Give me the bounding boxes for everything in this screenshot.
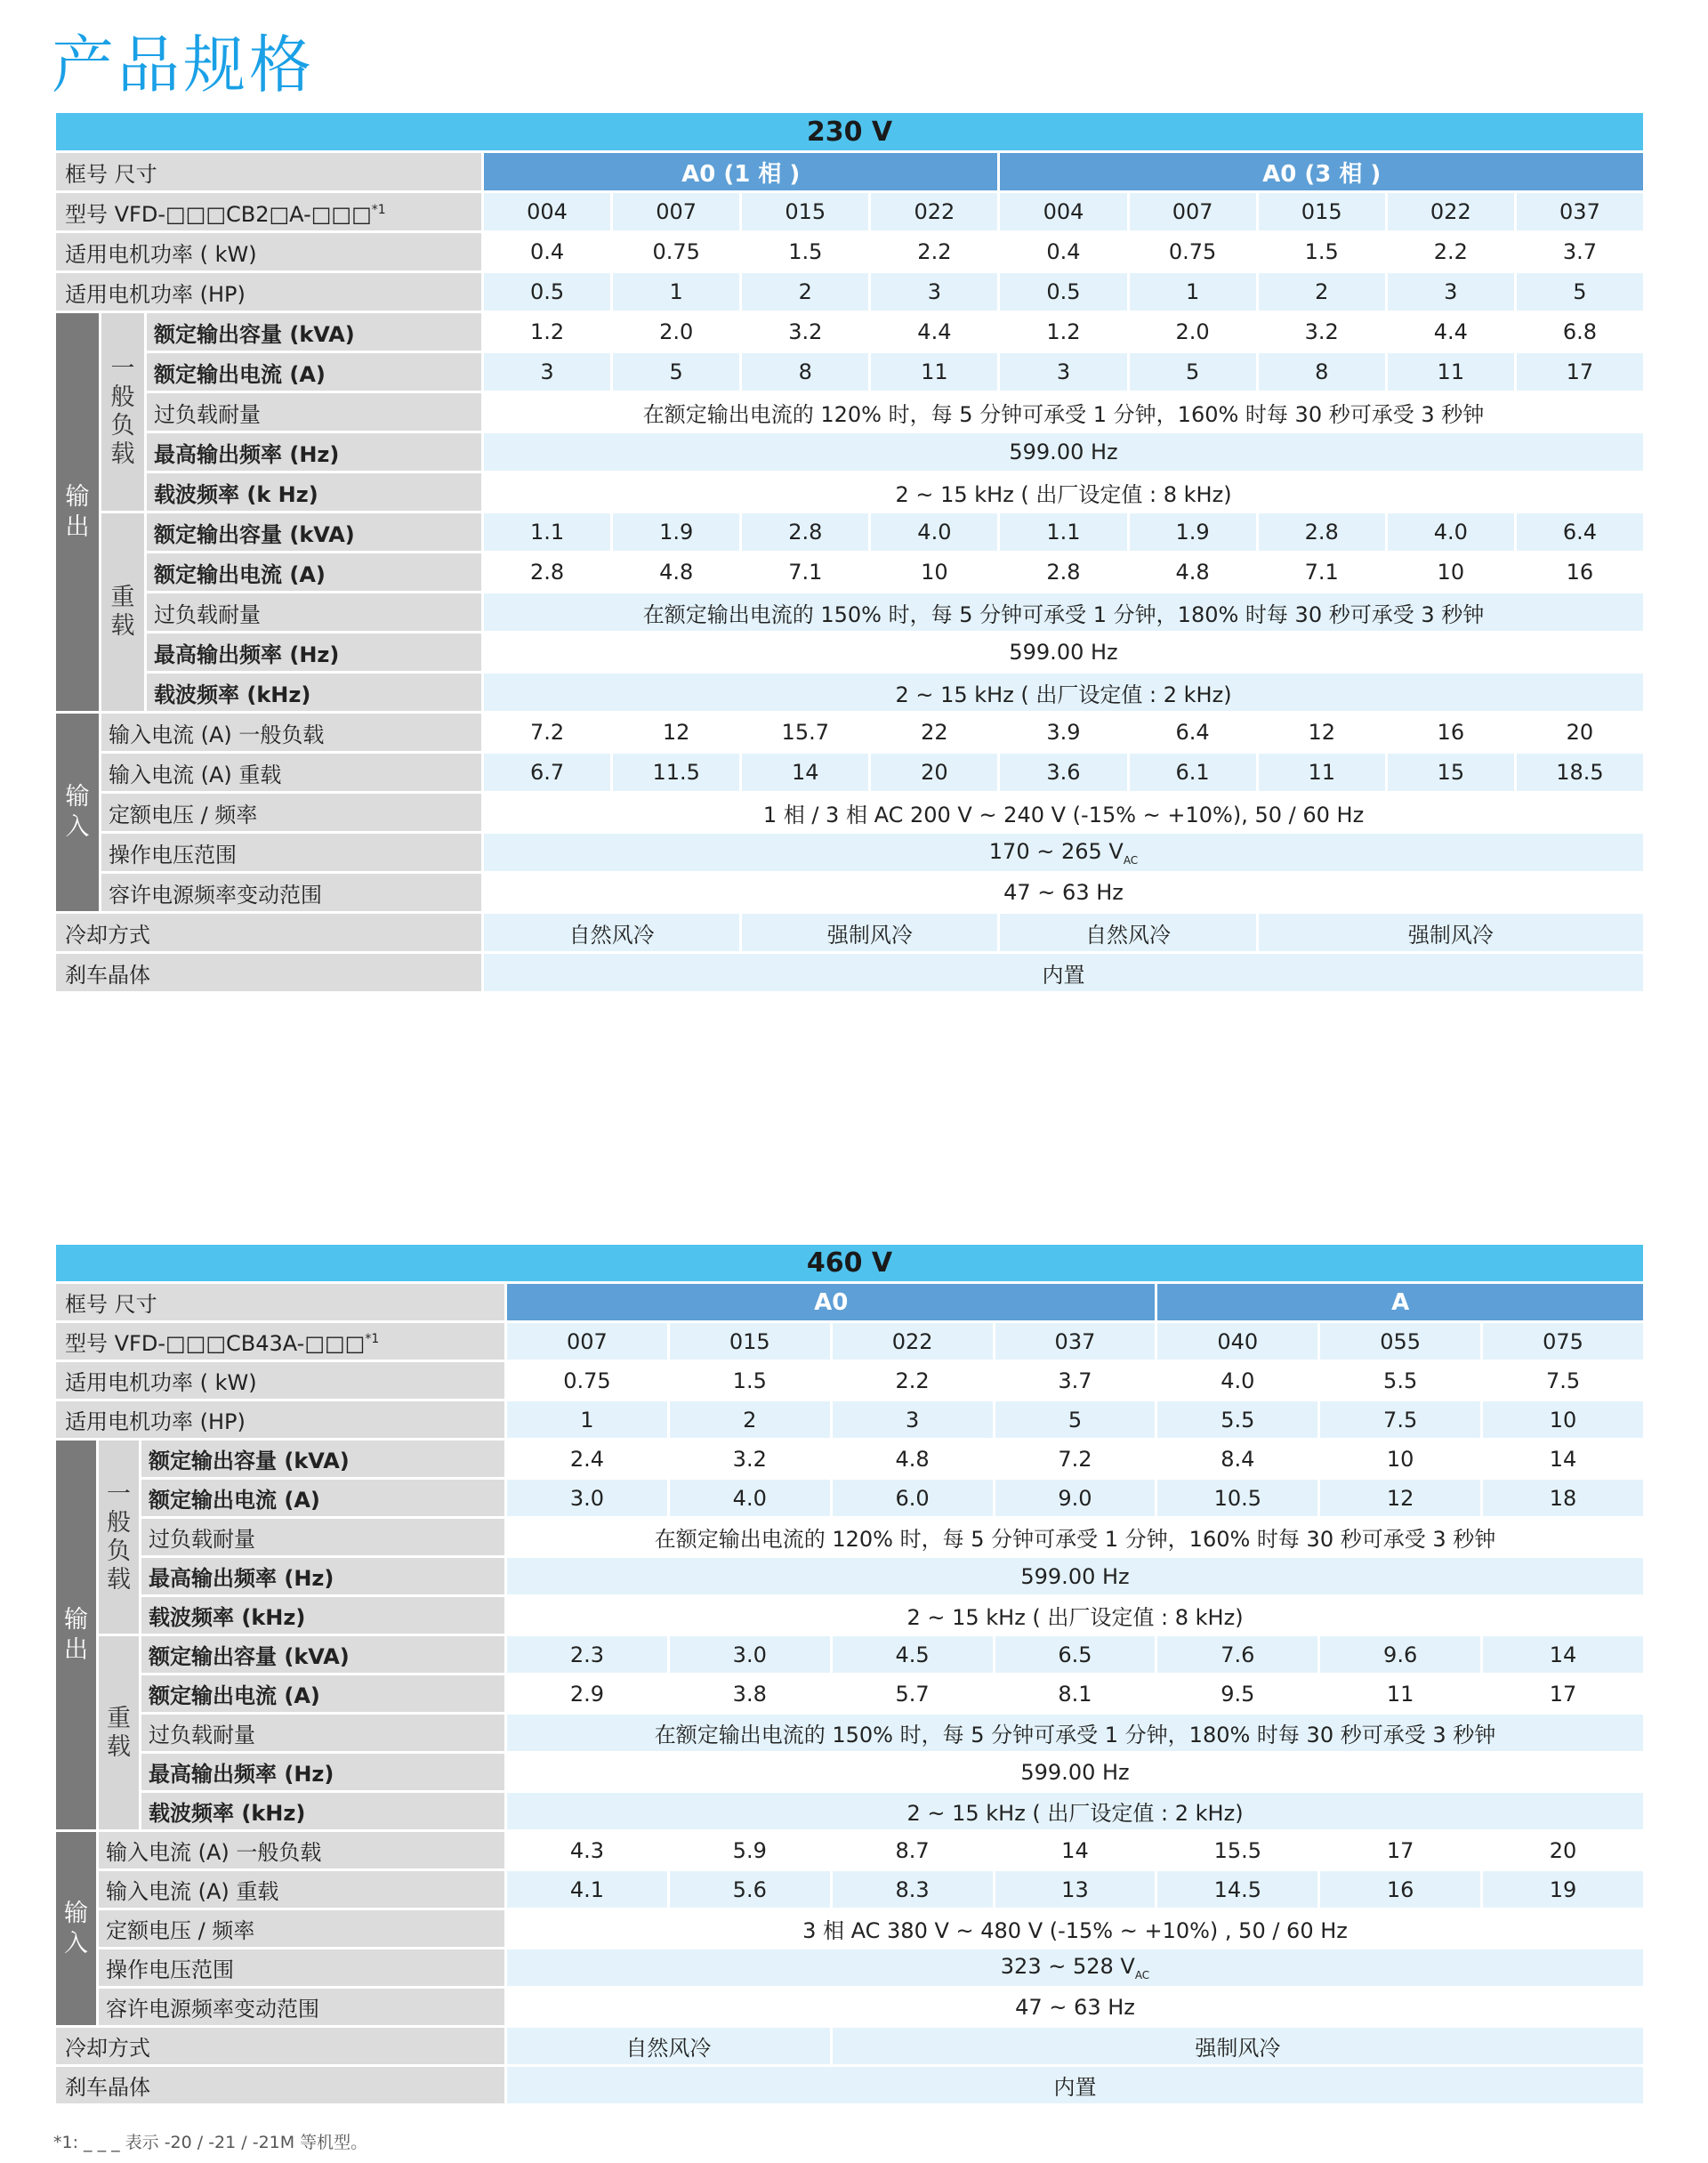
value-cell: 20 [1483, 1832, 1643, 1868]
value-cell: 2.8 [1259, 513, 1385, 551]
nd-overload-value: 在额定输出电流的 120% 时，每 5 分钟可承受 1 分钟，160% 时每 30 秒可承受 3 秒钟 [507, 1519, 1643, 1555]
value-cell: 17 [1517, 353, 1643, 391]
value-cell: 4.5 [833, 1636, 993, 1673]
cooling-value: 自然风冷 [507, 2028, 830, 2064]
value-cell: 4.8 [613, 553, 739, 591]
value-cell: 6.7 [484, 754, 610, 791]
hd-overload-row [56, 593, 1643, 631]
frame-row [56, 1284, 1643, 1320]
nd-carrier-value: 2 ~ 15 kHz ( 出厂设定值 : 8 kHz) [507, 1597, 1643, 1634]
nd-carrier-label: 载波频率 (kHz) [141, 1597, 504, 1634]
spec-table-230v [53, 110, 1646, 994]
in-nd-row [56, 1832, 1643, 1868]
value-cell: 14.5 [1157, 1871, 1317, 1908]
hd-freq-label: 最高输出频率 (Hz) [147, 634, 481, 671]
kw-label: 适用电机功率 ( kW) [56, 233, 481, 270]
value-cell: 6.8 [1517, 313, 1643, 351]
nd-overload-label: 过负载耐量 [141, 1519, 504, 1555]
value-cell: 8.7 [833, 1832, 993, 1868]
value-cell: 15.5 [1157, 1832, 1317, 1868]
value-cell: 3 [871, 273, 997, 311]
in-hd-row [56, 1871, 1643, 1908]
rated-v-value: 3 相 AC 380 V ~ 480 V (-15% ~ +10%) , 50 / 60 Hz [507, 1910, 1643, 1947]
in-hd-label: 输入电流 (A) 重载 [101, 754, 481, 791]
value-cell: 0.75 [507, 1362, 667, 1399]
value-cell: 17 [1483, 1675, 1643, 1712]
value-cell: 15 [1388, 754, 1514, 791]
hd-overload-label: 过负载耐量 [147, 593, 481, 631]
in-nd-row [56, 714, 1643, 751]
value-cell: 4.4 [871, 313, 997, 351]
freq-tol-label: 容许电源频率变动范围 [101, 874, 481, 911]
frame-a: A0 (1 相 ) [484, 153, 997, 190]
value-cell: 2.2 [833, 1362, 993, 1399]
value-cell: 10 [871, 553, 997, 591]
value-cell: 10 [1483, 1401, 1643, 1438]
rated-v-value: 1 相 / 3 相 AC 200 V ~ 240 V (-15% ~ +10%), 50 / 60 Hz [484, 794, 1643, 831]
hd-amp-label: 额定输出电流 (A) [147, 553, 481, 591]
value-cell: 4.1 [507, 1871, 667, 1908]
value-cell: 8.4 [1157, 1441, 1317, 1477]
value-cell: 2.4 [507, 1441, 667, 1477]
hd-amp-row [56, 553, 1643, 591]
value-cell: 0.75 [613, 233, 739, 270]
value-cell: 16 [1388, 714, 1514, 751]
cooling-value: 自然风冷 [484, 914, 739, 951]
hp-row [56, 1401, 1643, 1438]
hd-overload-value: 在额定输出电流的 150% 时，每 5 分钟可承受 1 分钟，180% 时每 30 秒可承受 3 秒钟 [507, 1715, 1643, 1751]
nd-carrier-row [56, 1597, 1643, 1634]
value-cell: 6.1 [1130, 754, 1256, 791]
cooling-value: 强制风冷 [1259, 914, 1643, 951]
value-cell: 8 [742, 353, 868, 391]
nd-amp-row [56, 1480, 1643, 1516]
value-cell: 4.0 [1388, 513, 1514, 551]
normal-duty-label: 一 般 负 载 [101, 313, 144, 511]
nd-freq-value: 599.00 Hz [507, 1558, 1643, 1594]
value-cell: 7.1 [1259, 553, 1385, 591]
value-cell: 040 [1157, 1323, 1317, 1360]
value-cell: 0.4 [1000, 233, 1126, 270]
value-cell: 15.7 [742, 714, 868, 751]
value-cell: 1.5 [742, 233, 868, 270]
value-cell: 3 [1000, 353, 1126, 391]
value-cell: 5 [995, 1401, 1156, 1438]
in-hd-label: 输入电流 (A) 重载 [99, 1871, 504, 1908]
value-cell: 1.9 [613, 513, 739, 551]
hd-kva-label: 额定输出容量 (kVA) [141, 1636, 504, 1673]
frame-label: 框号 尺寸 [56, 153, 481, 190]
frame-b: A [1157, 1284, 1643, 1320]
value-cell: 3.2 [670, 1441, 830, 1477]
hd-carrier-row [56, 674, 1643, 711]
value-cell: 7.5 [1483, 1362, 1643, 1399]
rated-v-row [56, 794, 1643, 831]
heavy-duty-label: 重 载 [99, 1636, 139, 1829]
freq-tol-label: 容许电源频率变动范围 [99, 1989, 504, 2025]
nd-overload-label: 过负载耐量 [147, 393, 481, 431]
value-cell: 6.5 [995, 1636, 1156, 1673]
value-cell: 3.7 [1517, 233, 1643, 270]
value-cell: 4.8 [833, 1441, 993, 1477]
value-cell: 7.5 [1320, 1401, 1480, 1438]
nd-amp-label: 额定输出电流 (A) [147, 353, 481, 391]
kw-row [56, 233, 1643, 270]
nd-freq-label: 最高输出频率 (Hz) [147, 433, 481, 471]
value-cell: 3.0 [507, 1480, 667, 1516]
value-cell: 5.5 [1320, 1362, 1480, 1399]
freq-tol-row [56, 874, 1643, 911]
value-cell: 015 [742, 193, 868, 230]
hp-row [56, 273, 1643, 311]
hd-carrier-value: 2 ~ 15 kHz ( 出厂设定值 : 2 kHz) [484, 674, 1643, 711]
cooling-value: 强制风冷 [833, 2028, 1643, 2064]
value-cell: 2.8 [742, 513, 868, 551]
model-row [56, 193, 1643, 230]
value-cell: 2.9 [507, 1675, 667, 1712]
value-cell: 2.8 [1000, 553, 1126, 591]
hd-carrier-value: 2 ~ 15 kHz ( 出厂设定值 : 2 kHz) [507, 1793, 1643, 1829]
value-cell: 18.5 [1517, 754, 1643, 791]
value-cell: 4.4 [1388, 313, 1514, 351]
value-cell: 9.6 [1320, 1636, 1480, 1673]
nd-overload-row [56, 393, 1643, 431]
value-cell: 015 [670, 1323, 830, 1360]
hd-freq-row [56, 634, 1643, 671]
op-v-value: 170 ~ 265 $V_{AC}$ [484, 834, 1643, 871]
model-label: 型号 VFD-□□□CB43A-□□□$^{*1}$ [56, 1323, 504, 1360]
value-cell: 7.1 [742, 553, 868, 591]
op-v-row [56, 834, 1643, 871]
value-cell: 6.4 [1517, 513, 1643, 551]
value-cell: 11 [1388, 353, 1514, 391]
value-cell: 11.5 [613, 754, 739, 791]
value-cell: 0.75 [1130, 233, 1256, 270]
value-cell: 037 [1517, 193, 1643, 230]
freq-tol-value: 47 ~ 63 Hz [507, 1989, 1643, 2025]
table-header-row [56, 113, 1643, 150]
value-cell: 075 [1483, 1323, 1643, 1360]
nd-amp-row [56, 353, 1643, 391]
value-cell: 14 [1483, 1441, 1643, 1477]
value-cell: 2.0 [613, 313, 739, 351]
value-cell: 1 [1130, 273, 1256, 311]
value-cell: 7.2 [995, 1441, 1156, 1477]
hd-kva-label: 额定输出容量 (kVA) [147, 513, 481, 551]
value-cell: 19 [1483, 1871, 1643, 1908]
nd-kva-row [56, 313, 1643, 351]
brake-value: 内置 [484, 954, 1643, 991]
page-title: 产品规格 [52, 28, 315, 101]
hd-carrier-label: 载波频率 (kHz) [147, 674, 481, 711]
value-cell: 7.6 [1157, 1636, 1317, 1673]
hp-label: 适用电机功率 (HP) [56, 1401, 504, 1438]
value-cell: 16 [1320, 1871, 1480, 1908]
value-cell: 2.2 [871, 233, 997, 270]
value-cell: 007 [507, 1323, 667, 1360]
hd-overload-value: 在额定输出电流的 150% 时，每 5 分钟可承受 1 分钟，180% 时每 30 秒可承受 3 秒钟 [484, 593, 1643, 631]
value-cell: 0.4 [484, 233, 610, 270]
hd-carrier-label: 载波频率 (kHz) [141, 1793, 504, 1829]
nd-kva-label: 额定输出容量 (kVA) [141, 1441, 504, 1477]
value-cell: 12 [613, 714, 739, 751]
value-cell: 4.0 [1157, 1362, 1317, 1399]
value-cell: 5.5 [1157, 1401, 1317, 1438]
hd-freq-value: 599.00 Hz [484, 634, 1643, 671]
footnote: *1: _ _ _ 表示 -20 / -21 / -21M 等机型。 [53, 2133, 368, 2152]
cooling-label: 冷却方式 [56, 914, 481, 951]
rated-v-label: 定额电压 / 频率 [101, 794, 481, 831]
value-cell: 14 [1483, 1636, 1643, 1673]
model-row [56, 1323, 1643, 1360]
value-cell: 1.5 [670, 1362, 830, 1399]
frame-row [56, 153, 1643, 190]
input-group-label: 输 入 [56, 1832, 96, 2025]
brake-row [56, 954, 1643, 991]
value-cell: 12 [1320, 1480, 1480, 1516]
value-cell: 9.5 [1157, 1675, 1317, 1712]
value-cell: 10 [1320, 1441, 1480, 1477]
nd-amp-label: 额定输出电流 (A) [141, 1480, 504, 1516]
nd-kva-row [56, 1441, 1643, 1477]
nd-freq-row [56, 433, 1643, 471]
value-cell: 3.2 [742, 313, 868, 351]
nd-overload-value: 在额定输出电流的 120% 时，每 5 分钟可承受 1 分钟，160% 时每 30 秒可承受 3 秒钟 [484, 393, 1643, 431]
value-cell: 3.6 [1000, 754, 1126, 791]
value-cell: 3.8 [670, 1675, 830, 1712]
hd-freq-value: 599.00 Hz [507, 1754, 1643, 1790]
kw-label: 适用电机功率 ( kW) [56, 1362, 504, 1399]
value-cell: 5 [1130, 353, 1256, 391]
value-cell: 6.4 [1130, 714, 1256, 751]
value-cell: 037 [995, 1323, 1156, 1360]
value-cell: 6.0 [833, 1480, 993, 1516]
freq-tol-row [56, 1989, 1643, 2025]
value-cell: 14 [995, 1832, 1156, 1868]
value-cell: 8.1 [995, 1675, 1156, 1712]
value-cell: 4.0 [871, 513, 997, 551]
model-label: 型号 VFD-□□□CB2□A-□□□$^{*1}$ [56, 193, 481, 230]
brake-label: 刹车晶体 [56, 954, 481, 991]
hd-freq-row [56, 1754, 1643, 1790]
value-cell: 0.5 [1000, 273, 1126, 311]
value-cell: 2.3 [507, 1636, 667, 1673]
value-cell: 18 [1483, 1480, 1643, 1516]
hd-carrier-row [56, 1793, 1643, 1829]
nd-freq-row [56, 1558, 1643, 1594]
value-cell: 1.2 [1000, 313, 1126, 351]
value-cell: 2 [670, 1401, 830, 1438]
hp-label: 适用电机功率 (HP) [56, 273, 481, 311]
nd-carrier-row [56, 473, 1643, 511]
cooling-value: 强制风冷 [742, 914, 997, 951]
value-cell: 11 [1320, 1675, 1480, 1712]
value-cell: 5.9 [670, 1832, 830, 1868]
table-header-row [56, 1245, 1643, 1281]
input-group-label: 输 入 [56, 714, 99, 911]
value-cell: 1.1 [484, 513, 610, 551]
rated-v-row [56, 1910, 1643, 1947]
kw-row [56, 1362, 1643, 1399]
op-v-label: 操作电压范围 [99, 1949, 504, 1986]
value-cell: 11 [871, 353, 997, 391]
value-cell: 2 [1259, 273, 1385, 311]
value-cell: 1.5 [1259, 233, 1385, 270]
value-cell: 3 [1388, 273, 1514, 311]
value-cell: 9.0 [995, 1480, 1156, 1516]
hd-overload-row [56, 1715, 1643, 1751]
value-cell: 12 [1259, 714, 1385, 751]
nd-freq-value: 599.00 Hz [484, 433, 1643, 471]
op-v-value: 323 ~ 528 $V_{AC}$ [507, 1949, 1643, 1986]
value-cell: 4.8 [1130, 553, 1256, 591]
value-cell: 022 [833, 1323, 993, 1360]
value-cell: 2.8 [484, 553, 610, 591]
value-cell: 10.5 [1157, 1480, 1317, 1516]
nd-overload-row [56, 1519, 1643, 1555]
heavy-duty-label: 重 载 [101, 513, 144, 711]
value-cell: 055 [1320, 1323, 1480, 1360]
hd-amp-row [56, 1675, 1643, 1712]
value-cell: 1.2 [484, 313, 610, 351]
value-cell: 1 [507, 1401, 667, 1438]
hd-freq-label: 最高输出频率 (Hz) [141, 1754, 504, 1790]
output-group-label: 输 出 [56, 1441, 96, 1829]
value-cell: 8 [1259, 353, 1385, 391]
value-cell: 1 [613, 273, 739, 311]
hd-kva-row [56, 1636, 1643, 1673]
brake-value: 内置 [507, 2067, 1643, 2103]
value-cell: 3 [484, 353, 610, 391]
freq-tol-value: 47 ~ 63 Hz [484, 874, 1643, 911]
in-nd-label: 输入电流 (A) 一般负载 [99, 1832, 504, 1868]
value-cell: 8.3 [833, 1871, 993, 1908]
value-cell: 5.6 [670, 1871, 830, 1908]
normal-duty-label: 一 般 负 载 [99, 1441, 139, 1634]
value-cell: 14 [742, 754, 868, 791]
cooling-label: 冷却方式 [56, 2028, 504, 2064]
spec-table-460v [53, 1242, 1646, 2106]
hd-overload-label: 过负载耐量 [141, 1715, 504, 1751]
cooling-row [56, 2028, 1643, 2064]
frame-b: A0 (3 相 ) [1000, 153, 1643, 190]
value-cell: 1.9 [1130, 513, 1256, 551]
value-cell: 022 [871, 193, 997, 230]
nd-carrier-value: 2 ~ 15 kHz ( 出厂设定值 : 8 kHz) [484, 473, 1643, 511]
nd-freq-label: 最高输出频率 (Hz) [141, 1558, 504, 1594]
brake-label: 刹车晶体 [56, 2067, 504, 2103]
value-cell: 17 [1320, 1832, 1480, 1868]
value-cell: 3.9 [1000, 714, 1126, 751]
value-cell: 2 [742, 273, 868, 311]
value-cell: 015 [1259, 193, 1385, 230]
value-cell: 3.0 [670, 1636, 830, 1673]
value-cell: 004 [1000, 193, 1126, 230]
value-cell: 007 [613, 193, 739, 230]
cooling-row [56, 914, 1643, 951]
value-cell: 16 [1517, 553, 1643, 591]
value-cell: 1.1 [1000, 513, 1126, 551]
frame-label: 框号 尺寸 [56, 1284, 504, 1320]
value-cell: 20 [871, 754, 997, 791]
value-cell: 4.0 [670, 1480, 830, 1516]
nd-kva-label: 额定输出容量 (kVA) [147, 313, 481, 351]
voltage-header: 230 V [56, 113, 1643, 150]
in-hd-row [56, 754, 1643, 791]
op-v-label: 操作电压范围 [101, 834, 481, 871]
voltage-header: 460 V [56, 1245, 1643, 1281]
value-cell: 4.3 [507, 1832, 667, 1868]
value-cell: 5 [1517, 273, 1643, 311]
value-cell: 13 [995, 1871, 1156, 1908]
nd-carrier-label: 载波频率 (k Hz) [147, 473, 481, 511]
value-cell: 2.2 [1388, 233, 1514, 270]
value-cell: 22 [871, 714, 997, 751]
value-cell: 3 [833, 1401, 993, 1438]
hd-kva-row [56, 513, 1643, 551]
op-v-row [56, 1949, 1643, 1986]
hd-amp-label: 额定输出电流 (A) [141, 1675, 504, 1712]
value-cell: 0.5 [484, 273, 610, 311]
cooling-value: 自然风冷 [1000, 914, 1255, 951]
frame-a: A0 [507, 1284, 1155, 1320]
value-cell: 2.0 [1130, 313, 1256, 351]
value-cell: 3.2 [1259, 313, 1385, 351]
rated-v-label: 定额电压 / 频率 [99, 1910, 504, 1947]
value-cell: 20 [1517, 714, 1643, 751]
value-cell: 10 [1388, 553, 1514, 591]
output-group-label: 输 出 [56, 313, 99, 711]
value-cell: 5.7 [833, 1675, 993, 1712]
value-cell: 11 [1259, 754, 1385, 791]
in-nd-label: 输入电流 (A) 一般负载 [101, 714, 481, 751]
brake-row [56, 2067, 1643, 2103]
value-cell: 004 [484, 193, 610, 230]
value-cell: 7.2 [484, 714, 610, 751]
value-cell: 3.7 [995, 1362, 1156, 1399]
value-cell: 022 [1388, 193, 1514, 230]
value-cell: 007 [1130, 193, 1256, 230]
value-cell: 5 [613, 353, 739, 391]
